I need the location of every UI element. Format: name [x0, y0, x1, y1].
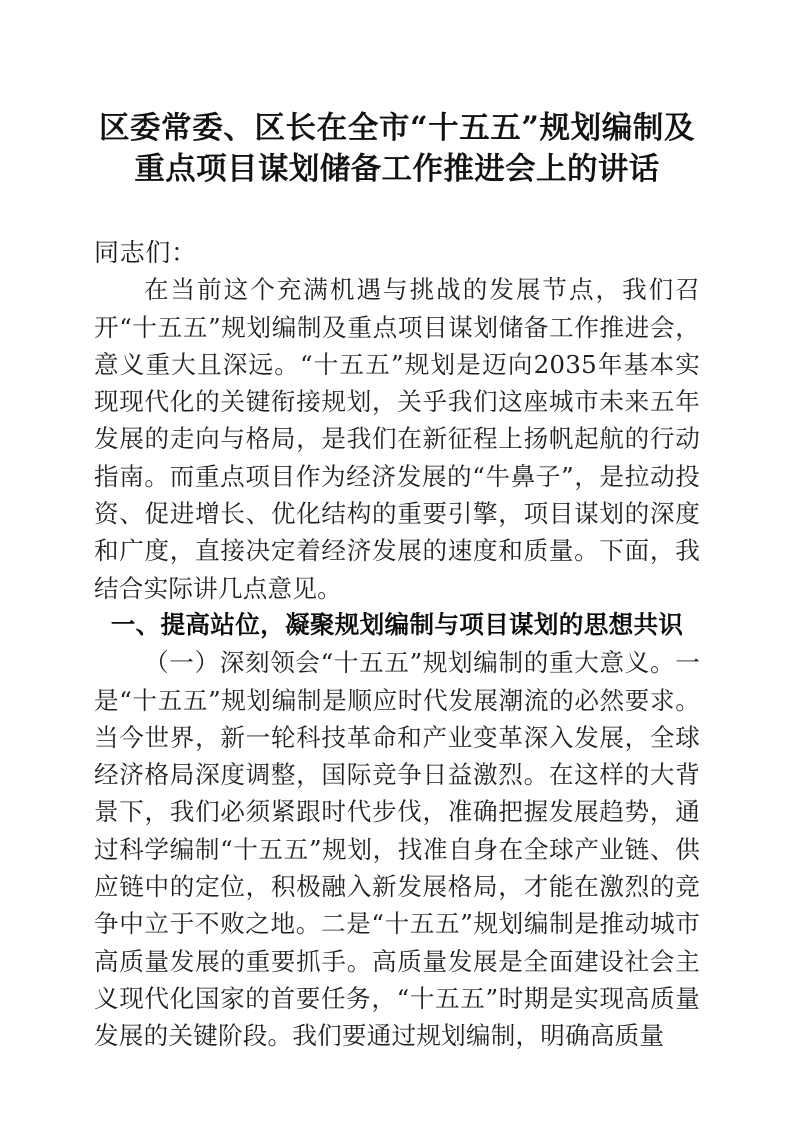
- salutation: 同志们：: [94, 238, 197, 267]
- document-title-line-2: 重点项目谋划储备工作推进会上的讲话: [134, 151, 660, 187]
- document-title-line-1: 区委常委、区长在全市“十五五”规划编制及: [98, 110, 696, 146]
- document-content: [94, 108, 700, 1055]
- subsection-paragraph-one: （一）深刻领会“十五五”规划编制的重大意义。一是“十五五”规划编制是顺应时代发展潮流的必然要求。当今世界，新一轮科技革命和产业变革深入发展，全球经济格局深度调整，国际竞争日益激烈。在这样的大背景下，我们必须紧跟时代步伐，准确把握发展趋势，通过科学编制“十五五”规划，找准自身在全球产业链、供应链中的定位，积极融入新发展格局，才能在激烈的竞争中立于不败之地。二是“十五五”规划编制是推动城市高质量发展的重要抓手。高质量发展是全面建设社会主义现代化国家的首要任务，“十五五”时期是实现高质量发展的关键阶段。我们要通过规划编制，明确高质量: [94, 648, 700, 1051]
- opening-paragraph: 在当前这个充满机遇与挑战的发展节点，我们召开“十五五”规划编制及重点项目谋划储备工作推进会，意义重大且深远。“十五五”规划是迈向2035年基本实现现代化的关键衔接规划，关乎我们这座城市未来五年发展的走向与格局，是我们在新征程上扬帆起航的行动指南。而重点项目作为经济发展的“牛鼻子”，是拉动投资、促进增长、优化结构的重要引擎，项目谋划的深度和广度，直接决定着经济发展的速度和质量。下面，我结合实际讲几点意见。: [94, 275, 700, 603]
- section-heading-one: 一、提高站位，凝聚规划编制与项目谋划的思想共识: [110, 611, 684, 639]
- document-title: [94, 108, 700, 190]
